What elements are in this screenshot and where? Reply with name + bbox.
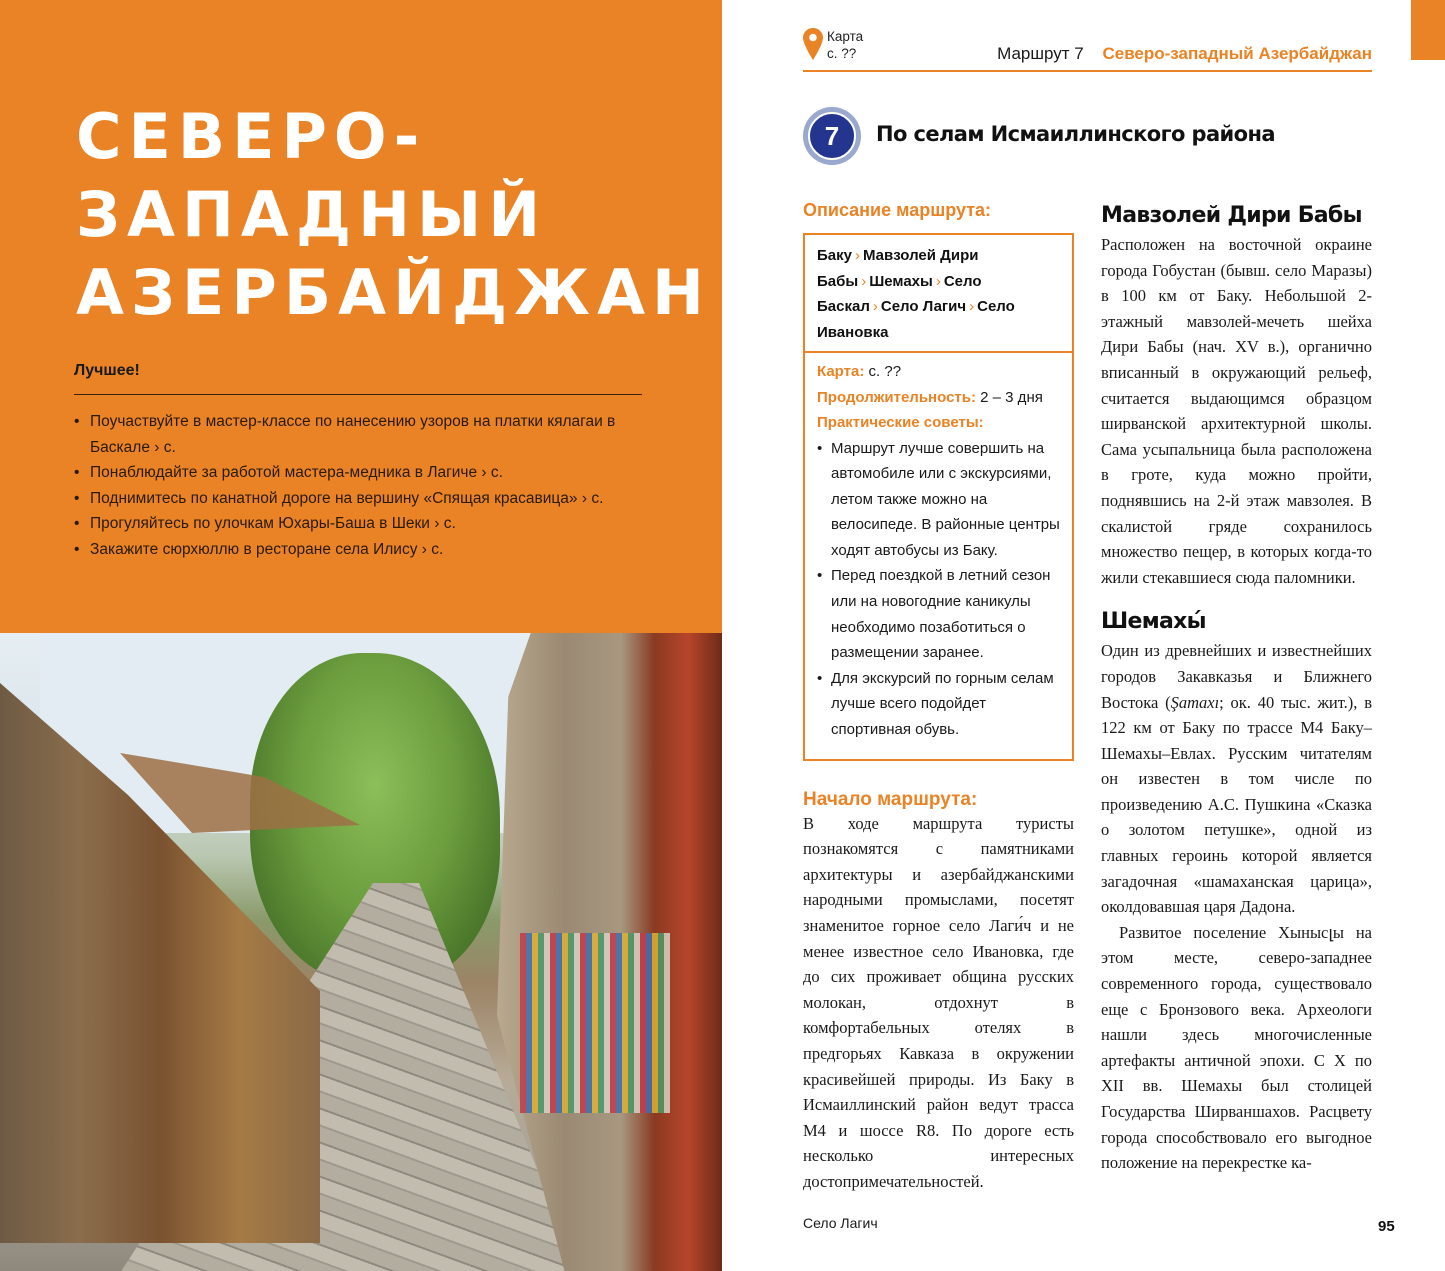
route-start-text: В ходе маршрута туристы познакомятся с памятниками архитектуры и азербайджанскими народными промыслами, посетят знаменитое горное село Лаги́ч и не менее известное село Ивановка, где до сих проживает община русских молокан, отдохнут в комфортабельных отелях в предгорьях Кавказа в окружении красивейшей природы. Из Баку в Исмаиллинский район ведут трасса М4 и шоссе R8. По дороге есть несколько интересных достопримечательностей.: [803, 813, 1074, 1191]
tip-item: • Перед поездкой в летний сезон или на новогодние каникулы необходимо позаботиться о размещении заранее.: [817, 563, 1062, 665]
route-stop: Село Лагич: [880, 298, 967, 315]
text-run: ; ок. 40 тыс. жит.), в 122 км от Баку по трассе М4 Баку–Шемахы–Евлах. Русским читателям он известен в том числе по произведению А.С. Пушкина «Сказка о золотом петушке», одной из главных героинь которой является загадочная «шамаханская царица», околдовавшая царя Дадона.: [1101, 692, 1372, 917]
chapter-title-line-2: ЗАПАДНЫЙ: [76, 178, 548, 251]
route-number: 7: [808, 112, 856, 160]
photo-caption: Село Лагич: [803, 1214, 878, 1231]
running-head-region: Северо-западный Азербайджан: [1102, 44, 1372, 63]
map-info-value: с. ??: [868, 363, 902, 380]
page-number: 95: [1378, 1218, 1395, 1235]
tips-label: Практические советы:: [817, 414, 984, 431]
duration-info: [817, 385, 1062, 411]
route-stop: Шемахы: [869, 272, 933, 290]
route-separator: ›: [935, 272, 941, 290]
lagich-street-photo: [0, 633, 722, 1271]
running-head: [803, 28, 1372, 72]
chapter-title: [76, 98, 711, 332]
route-stops-box: [803, 233, 1074, 353]
section-title-shemakha: Шемахы́: [1101, 609, 1206, 635]
best-title: Лучшее!: [74, 362, 642, 395]
duration-label: Продолжительность:: [817, 388, 976, 406]
map-ref-page: с. ??: [827, 46, 857, 61]
best-item: • Закажите сюрхюллю в ресторане села Илису › с.: [74, 537, 642, 563]
best-highlights: [74, 362, 642, 562]
tip-item: • Для экскурсий по горным селам лучше всего подойдет спортивная обувь.: [817, 666, 1062, 743]
best-item: • Прогуляйтесь по улочкам Юхары-Баша в Шеки › с.: [74, 511, 642, 537]
chapter-title-line-1: СЕВЕРО-: [76, 100, 427, 173]
route-stop: Баку: [817, 247, 852, 264]
route-number-badge: [803, 107, 861, 165]
route-separator: ›: [861, 272, 867, 290]
text-run-italic: Şamaxı: [1170, 692, 1220, 712]
route-separator: ›: [969, 298, 975, 315]
route-title: По селам Исмаиллинского района: [876, 122, 1275, 146]
route-separator: ›: [872, 298, 878, 315]
map-info: [817, 359, 1062, 385]
best-list: [74, 409, 642, 562]
route-separator: ›: [854, 247, 860, 264]
best-item: • Поднимитесь по канатной дороге на вершину «Спящая красавица» › с.: [74, 486, 642, 512]
route-description-heading: Описание маршрута:: [803, 200, 992, 220]
tip-item: • Маршрут лучше совершить на автомобиле или с экскурсиями, летом также можно на велосипеде. В районные центры ходят автобусы из Баку.: [817, 436, 1062, 564]
map-pin-icon: [803, 28, 823, 60]
map-reference: [827, 28, 863, 62]
section-text-shemakha: [1101, 638, 1372, 920]
chapter-title-line-3: АЗЕРБАЙДЖАН: [76, 256, 711, 329]
route-start-heading: Начало маршрута:: [803, 788, 978, 810]
tips-list: [817, 436, 1062, 743]
left-page: [0, 0, 722, 1271]
best-item: • Понаблюдайте за работой мастера-медника в Лагиче › с.: [74, 460, 642, 486]
chapter-tab-marker: [1411, 0, 1445, 60]
map-ref-label: Карта: [827, 29, 864, 44]
route-stop: Село Ивановка: [817, 298, 1015, 341]
running-head-title: [997, 44, 1372, 64]
running-head-route: Маршрут 7: [997, 44, 1084, 63]
route-stop: Мавзолей Дири Бабы: [817, 247, 979, 290]
left-column: [803, 200, 1074, 1231]
section-text-diri-baba: Расположен на восточной окраине города Гобустан (бывш. село Маразы) в 100 км от Баку. Небольшой 2-этажный мавзолей-мечеть шейха Дири Бабы (нач. XV в.), органично вписанный в окружающий рельеф, считается выдающимся образцом ширванской архитектурной школы. Сама усыпальница была расположена в гроте, куда можно пройти, поднявшись на 2-й этаж мавзолея. В скалистой гряде сохранилось множество пещер, в которых когда-то жили стекавшиеся сюда паломники.: [1101, 235, 1372, 587]
right-column: [1101, 200, 1372, 1176]
section-text-shemakha-2: Развитое поселение Хынысլы на этом месте, северо-западнее современного города, существовало еще с Бронзового века. Археологи нашли здесь многочисленные артефакты античной эпохи. С X по XII вв. Шемахы был столицей Государства Ширваншахов. Расцвету города способствовало его выгодное положение на перекрестке ка-: [1101, 922, 1372, 1173]
route-info-box: [803, 351, 1074, 761]
photo-market-wares: [520, 933, 670, 1113]
best-item: • Поучаствуйте в мастер-классе по нанесению узоров на платки кялагаи в Баскале › с.: [74, 409, 642, 460]
map-info-label: Карта:: [817, 363, 865, 380]
text-run: Один из древнейших и известнейших городов Закавказья и Ближнего Востока (: [1101, 641, 1372, 712]
section-title-diri-baba: Мавзолей Дири Бабы: [1101, 203, 1362, 228]
route-stop: Село Баскал: [817, 272, 982, 315]
duration-value: 2 – 3 дня: [980, 388, 1043, 406]
